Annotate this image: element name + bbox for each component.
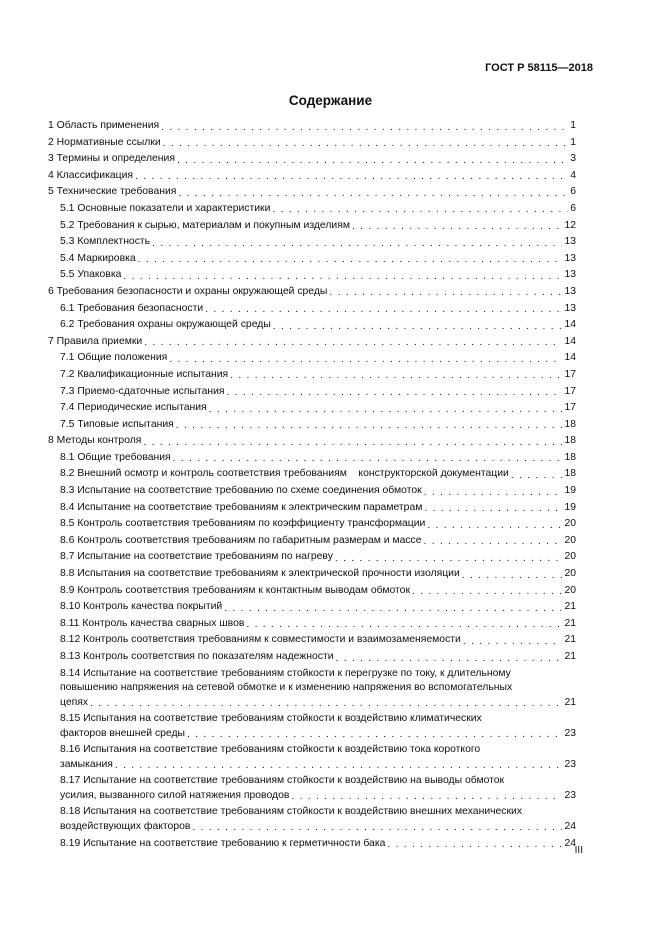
toc-entry-text: 7.1 Общие положения — [60, 352, 168, 364]
toc-entry[interactable] — [48, 567, 576, 582]
toc-entry-text: 7.4 Периодические испытания — [60, 402, 207, 414]
leader-dots — [329, 287, 562, 299]
toc-entry[interactable] — [48, 235, 576, 250]
toc-entry-page: 21 — [564, 651, 576, 662]
toc-entry[interactable] — [48, 501, 576, 516]
toc-entry[interactable] — [48, 252, 576, 267]
toc-entry[interactable] — [48, 385, 576, 400]
toc-entry-page: 13 — [564, 236, 576, 248]
toc-entry-text: 6.1 Требования безопасности — [60, 302, 204, 314]
leader-dots — [176, 420, 563, 432]
leader-dots — [161, 122, 568, 134]
leader-dots — [135, 171, 568, 183]
leader-dots — [224, 603, 562, 615]
toc-entry-text: 8.5 Контроль соответствия требованиям по коэффициенту трансформации — [60, 518, 426, 530]
toc-entry-page: 14 — [564, 319, 576, 331]
toc-entry-text: 5.1 Основные показатели и характеристики — [60, 202, 271, 214]
toc-entry-text: замыкания — [60, 758, 113, 770]
leader-dots — [163, 138, 569, 150]
toc-entry-page: 23 — [564, 727, 576, 739]
toc-entry-text: 1 Область применения — [48, 120, 160, 131]
toc-entry-text: 8.12 Контроль соответствия требованиям к совместимости и взаимозаменяемости — [60, 634, 461, 646]
leader-dots — [143, 437, 562, 449]
leader-dots — [424, 487, 563, 499]
toc-entry[interactable] — [48, 185, 576, 200]
toc-entry[interactable] — [48, 136, 576, 151]
toc-entry-text: воздействующих факторов — [60, 820, 191, 832]
toc-entry-page: 13 — [564, 302, 576, 314]
toc-entry-page: 20 — [564, 534, 576, 546]
toc-entry[interactable] — [48, 418, 576, 433]
toc-entry[interactable] — [48, 434, 576, 449]
toc-entry-page: 23 — [564, 789, 576, 801]
toc-entry-page: 21 — [564, 617, 576, 629]
toc-entry-page: 18 — [564, 451, 576, 463]
leader-dots — [192, 822, 562, 834]
toc-entry-page: 6 — [570, 186, 576, 198]
toc-entry-text: 4 Классификация — [48, 169, 134, 181]
leader-dots — [173, 453, 563, 465]
toc-entry[interactable] — [48, 285, 576, 300]
toc-entry[interactable] — [48, 743, 576, 772]
toc-entry-page: 13 — [564, 269, 576, 281]
toc-entry-page: 13 — [564, 252, 576, 264]
leader-dots — [335, 553, 563, 565]
toc-entry-text: 8.16 Испытания на соответствие требованиям стойкости к воздействию тока короткого — [60, 744, 481, 756]
leader-dots — [169, 354, 562, 366]
toc-entry-text: 8.10 Контроль качества покрытий — [60, 601, 223, 613]
toc-entry-text: 8.15 Испытания на соответствие требованиям стойкости к воздействию климатических — [60, 713, 482, 725]
toc-entry-text: 3 Термины и определения — [48, 153, 175, 165]
toc-entry[interactable] — [48, 152, 576, 167]
toc-entry-text: цепях — [60, 696, 89, 708]
toc-entry-text: 5 Технические требования — [48, 186, 177, 198]
toc-entry-page: 14 — [564, 335, 576, 347]
toc-entry[interactable] — [48, 268, 576, 283]
toc-entry-page: 4 — [570, 169, 576, 181]
toc-entry-text: 6 Требования безопасности и охраны окружающей среды — [48, 285, 328, 297]
toc-entry[interactable] — [48, 633, 576, 648]
leader-dots — [272, 204, 568, 216]
toc-entry-page: 17 — [564, 368, 576, 380]
toc-entry-text: усилия, вызванного силой натяжения проводов — [60, 789, 290, 801]
toc-entry-text: 5.2 Требования к сырью, материалам и покупным изделиям — [60, 219, 350, 231]
toc-entry-page: 3 — [570, 153, 576, 165]
toc-entry-page: 20 — [564, 568, 576, 580]
toc-entry[interactable] — [48, 534, 576, 549]
leader-dots — [336, 653, 563, 665]
toc-entry[interactable] — [48, 650, 576, 665]
toc-entry-text: 8.2 Внешний осмотр и контроль соответствия требованиям конструкторской документации — [60, 468, 509, 480]
leader-dots — [152, 238, 562, 250]
toc-entry[interactable] — [48, 318, 576, 333]
toc-entry-page: 20 — [564, 584, 576, 596]
toc-entry-text: 5.3 Комплектность — [60, 236, 151, 248]
toc-entry-page: 17 — [564, 385, 576, 397]
leader-dots — [123, 271, 562, 283]
leader-dots — [144, 337, 562, 349]
toc-entry-text: 8.9 Контроль соответствия требованиям к контактным выводам обмоток — [60, 584, 411, 596]
toc-entry-text: 7.3 Приемо-сдаточные испытания — [60, 385, 225, 397]
toc-entry-text: 8.13 Контроль соответствия по показателям надежности — [60, 651, 334, 662]
leader-dots — [177, 155, 568, 167]
toc-entry[interactable] — [48, 467, 576, 482]
toc-entry-text: 8.4 Испытание на соответствие требованиям к электрическим параметрам — [60, 501, 423, 513]
toc-entry[interactable] — [48, 600, 576, 615]
leader-dots — [227, 387, 563, 399]
toc-entry-page: 21 — [564, 696, 576, 708]
toc-entry-page: 19 — [564, 501, 576, 513]
toc-entry[interactable] — [48, 774, 576, 803]
leader-dots — [424, 536, 563, 548]
toc-entry[interactable] — [48, 837, 576, 852]
toc-entry-page: 1 — [570, 120, 576, 131]
leader-dots — [427, 520, 562, 532]
toc-entry[interactable] — [48, 202, 576, 217]
leader-dots — [209, 404, 563, 416]
toc-entry-page: 20 — [564, 518, 576, 530]
toc-entry-text: 7.2 Квалификационные испытания — [60, 368, 229, 380]
toc-entry-page: 6 — [570, 202, 576, 214]
leader-dots — [463, 636, 563, 648]
toc-entry[interactable] — [48, 219, 576, 234]
toc-entry-text: 7 Правила приемки — [48, 335, 143, 347]
toc-entry[interactable] — [48, 119, 576, 134]
leader-dots — [187, 729, 562, 741]
toc-entry-page: 18 — [564, 418, 576, 430]
toc-entry[interactable] — [48, 401, 576, 416]
toc-entry-page: 13 — [564, 285, 576, 297]
toc-entry-text: 7.5 Типовые испытания — [60, 418, 174, 430]
toc-entry-page: 24 — [564, 820, 576, 832]
leader-dots — [246, 619, 562, 631]
leader-dots — [412, 586, 562, 598]
leader-dots — [230, 370, 562, 382]
toc-entry-text: 8.19 Испытание на соответствие требованию к герметичности бака — [60, 837, 386, 849]
toc-entry-text: 8.18 Испытания на соответствие требованиям стойкости к воздействию внешних механических — [60, 806, 523, 818]
standard-number: ГОСТ Р 58115—2018 — [485, 62, 593, 74]
toc-entry-page: 18 — [564, 468, 576, 480]
toc-entry-page: 21 — [564, 601, 576, 613]
leader-dots — [387, 839, 562, 851]
leader-dots — [291, 791, 562, 803]
toc-entry-page: 18 — [564, 435, 576, 447]
toc-entry[interactable] — [48, 617, 576, 632]
toc-entry[interactable] — [48, 584, 576, 599]
toc-entry-text: 8.1 Общие требования — [60, 451, 171, 463]
toc-entry-text: 5.5 Упаковка — [60, 269, 122, 281]
toc-entry-text: 8.6 Контроль соответствия требованиям по габаритным размерам и массе — [60, 534, 422, 546]
toc-entry-page: 19 — [564, 485, 576, 497]
toc-entry-text: 8.8 Испытания на соответствие требованиям к электрической прочности изоляции — [60, 568, 460, 580]
toc-entry-page: 17 — [564, 402, 576, 414]
toc-entry[interactable] — [48, 805, 576, 834]
toc-entry-text: 5.4 Маркировка — [60, 252, 136, 264]
leader-dots — [424, 503, 562, 515]
toc-entry-text: 8.7 Испытание на соответствие требованиям по нагреву — [60, 551, 333, 563]
leader-dots — [352, 221, 562, 233]
toc-entry-text: 6.2 Требования охраны окружающей среды — [60, 319, 271, 331]
toc-entry[interactable] — [48, 335, 576, 350]
toc-entry[interactable] — [48, 517, 576, 532]
page-title: Содержание — [288, 93, 373, 108]
toc-entry-page: 12 — [564, 219, 576, 231]
leader-dots — [178, 188, 568, 200]
toc-entry-page: 21 — [564, 634, 576, 646]
toc-entry[interactable] — [48, 667, 576, 711]
leader-dots — [273, 321, 563, 333]
leader-dots — [205, 304, 562, 316]
toc-entry-text: 8.11 Контроль качества сварных швов — [60, 617, 245, 629]
toc-entry-text: 8.14 Испытание на соответствие требованиям стойкости к перегрузке по току, к длительному — [60, 667, 511, 679]
leader-dots — [90, 698, 562, 710]
toc-entry[interactable] — [48, 550, 576, 565]
toc-entry-text: факторов внешней среды — [60, 727, 186, 739]
table-of-contents — [48, 119, 576, 853]
toc-entry-text: 8 Методы контроля — [48, 435, 142, 447]
leader-dots — [115, 760, 563, 772]
toc-entry-page: 1 — [570, 136, 576, 148]
toc-entry-text: 8.3 Испытание на соответствие требованию по схеме соединения обмоток — [60, 485, 422, 497]
toc-entry-page: 14 — [564, 352, 576, 364]
toc-entry[interactable] — [48, 484, 576, 499]
toc-entry[interactable] — [48, 368, 576, 383]
page-number: III — [574, 845, 583, 856]
toc-entry-text: 8.17 Испытание на соответствие требованиям стойкости к воздействию на выводы обмоток — [60, 775, 505, 787]
toc-entry[interactable] — [48, 351, 576, 366]
toc-entry-text: 2 Нормативные ссылки — [48, 136, 161, 148]
toc-entry-page: 20 — [564, 551, 576, 563]
toc-entry[interactable] — [48, 302, 576, 317]
toc-entry[interactable] — [48, 169, 576, 184]
toc-entry-page: 24 — [564, 837, 576, 849]
leader-dots — [138, 254, 563, 266]
toc-entry-text: повышению напряжения на сетевой обмотке и к изменению напряжения во вспомогательных — [60, 682, 513, 694]
toc-entry[interactable] — [48, 451, 576, 466]
leader-dots — [462, 570, 563, 582]
toc-entry-page: 23 — [564, 758, 576, 770]
leader-dots — [511, 470, 563, 482]
toc-entry[interactable] — [48, 712, 576, 741]
